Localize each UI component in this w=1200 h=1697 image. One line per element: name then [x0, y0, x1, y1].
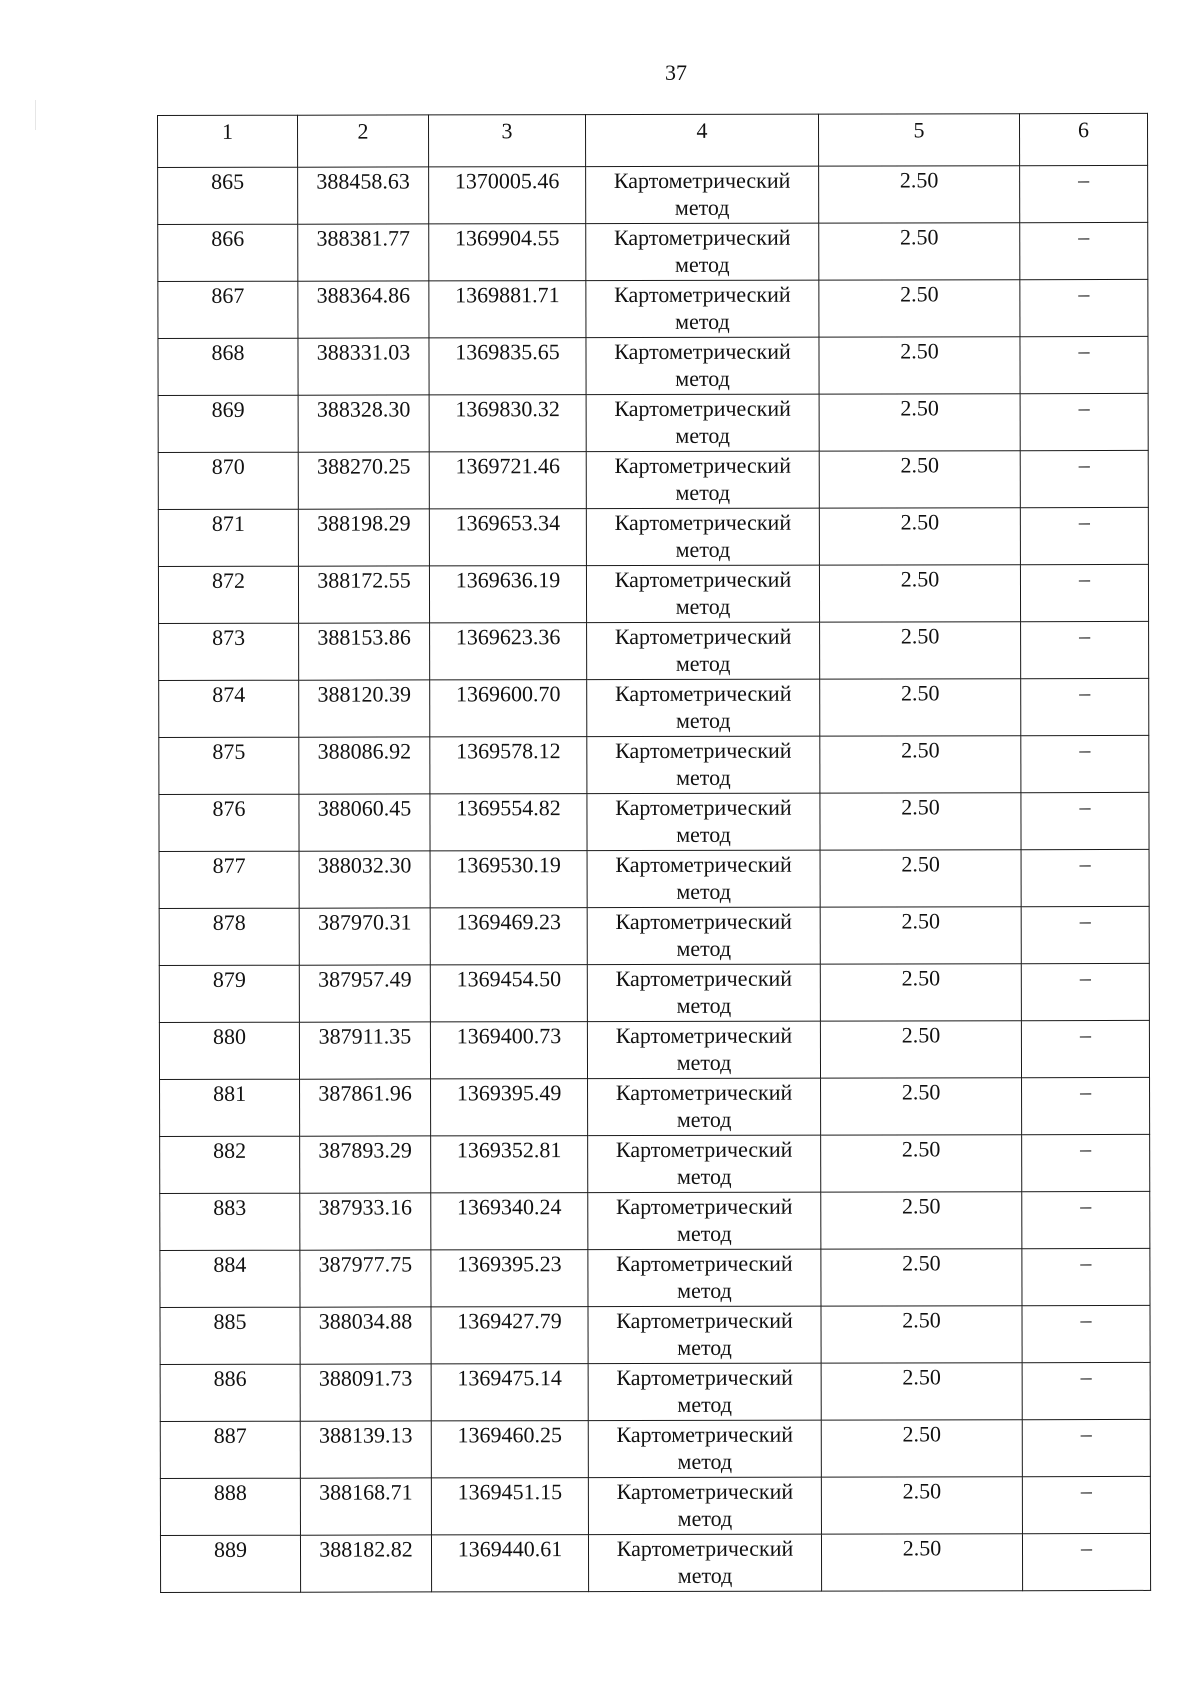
accuracy-cell: 2.50 [820, 850, 1021, 907]
point-number-cell: 867 [158, 281, 298, 338]
column-header: 4 [586, 114, 819, 166]
x-coordinate-cell: 388034.88 [300, 1307, 431, 1364]
note-cell: – [1022, 1305, 1150, 1362]
note-cell: – [1021, 621, 1149, 678]
point-number-cell: 869 [158, 395, 298, 452]
point-number-cell: 865 [158, 167, 298, 224]
table-row [159, 849, 1149, 908]
method-cell: Картометрический метод [588, 1534, 821, 1591]
y-coordinate-cell: 1369475.14 [431, 1364, 588, 1421]
note-cell: – [1020, 507, 1148, 564]
accuracy-cell: 2.50 [819, 394, 1020, 451]
column-header: 5 [818, 114, 1019, 166]
note-cell: – [1022, 1533, 1150, 1590]
note-cell: – [1020, 165, 1148, 222]
y-coordinate-cell: 1369835.65 [429, 338, 586, 395]
column-header: 3 [429, 115, 586, 167]
method-cell: Картометрический метод [587, 736, 820, 793]
accuracy-cell: 2.50 [820, 964, 1021, 1021]
accuracy-cell: 2.50 [819, 337, 1020, 394]
column-header: 1 [158, 115, 298, 167]
y-coordinate-cell: 1369400.73 [430, 1022, 587, 1079]
x-coordinate-cell: 388182.82 [300, 1535, 431, 1592]
accuracy-cell: 2.50 [820, 1021, 1021, 1078]
accuracy-cell: 2.50 [821, 1078, 1022, 1135]
method-cell: Картометрический метод [586, 565, 819, 622]
x-coordinate-cell: 388270.25 [298, 452, 429, 509]
table-row [159, 792, 1149, 851]
x-coordinate-cell: 387957.49 [299, 965, 430, 1022]
table-row [160, 1191, 1150, 1250]
accuracy-cell: 2.50 [820, 907, 1021, 964]
method-cell: Картометрический метод [587, 793, 820, 850]
table-row [158, 507, 1148, 566]
table-row [158, 564, 1148, 623]
method-cell: Картометрический метод [587, 622, 820, 679]
x-coordinate-cell: 388458.63 [298, 167, 429, 224]
table-row [158, 279, 1148, 338]
accuracy-cell: 2.50 [821, 1192, 1022, 1249]
method-cell: Картометрический метод [586, 451, 819, 508]
table-row [159, 963, 1149, 1022]
note-cell: – [1022, 1248, 1150, 1305]
y-coordinate-cell: 1369395.23 [431, 1250, 588, 1307]
y-coordinate-cell: 1369460.25 [431, 1421, 588, 1478]
table-row [159, 735, 1149, 794]
method-cell: Картометрический метод [587, 964, 820, 1021]
page-number: 37 [665, 60, 687, 85]
x-coordinate-cell: 387977.75 [300, 1250, 431, 1307]
y-coordinate-cell: 1369454.50 [430, 965, 587, 1022]
method-cell: Картометрический метод [588, 1306, 821, 1363]
x-coordinate-cell: 388168.71 [300, 1478, 431, 1535]
y-coordinate-cell: 1369904.55 [429, 224, 586, 281]
column-header: 6 [1019, 113, 1147, 165]
method-cell: Картометрический метод [588, 1477, 821, 1534]
y-coordinate-cell: 1369554.82 [430, 794, 587, 851]
x-coordinate-cell: 388032.30 [299, 851, 430, 908]
accuracy-cell: 2.50 [821, 1363, 1022, 1420]
accuracy-cell: 2.50 [819, 280, 1020, 337]
accuracy-cell: 2.50 [819, 508, 1020, 565]
x-coordinate-cell: 387893.29 [300, 1136, 431, 1193]
table-row [160, 1533, 1150, 1592]
note-cell: – [1021, 906, 1149, 963]
y-coordinate-cell: 1370005.46 [429, 167, 586, 224]
table-row [160, 1134, 1150, 1193]
method-cell: Картометрический метод [587, 679, 820, 736]
note-cell: – [1021, 1020, 1149, 1077]
note-cell: – [1022, 1362, 1150, 1419]
y-coordinate-cell: 1369721.46 [429, 452, 586, 509]
accuracy-cell: 2.50 [819, 223, 1020, 280]
x-coordinate-cell: 388381.77 [298, 224, 429, 281]
x-coordinate-cell: 388331.03 [298, 338, 429, 395]
table-row [158, 336, 1148, 395]
y-coordinate-cell: 1369636.19 [429, 566, 586, 623]
x-coordinate-cell: 387933.16 [300, 1193, 431, 1250]
y-coordinate-cell: 1369653.34 [429, 509, 586, 566]
point-number-cell: 868 [158, 338, 298, 395]
note-cell: – [1021, 963, 1149, 1020]
y-coordinate-cell: 1369830.32 [429, 395, 586, 452]
point-number-cell: 880 [159, 1022, 299, 1079]
x-coordinate-cell: 388364.86 [298, 281, 429, 338]
table-row [160, 1305, 1150, 1364]
y-coordinate-cell: 1369340.24 [431, 1193, 588, 1250]
y-coordinate-cell: 1369600.70 [430, 680, 587, 737]
method-cell: Картометрический метод [586, 223, 819, 280]
method-cell: Картометрический метод [588, 1192, 821, 1249]
point-number-cell: 886 [160, 1364, 300, 1421]
x-coordinate-cell: 388328.30 [298, 395, 429, 452]
point-number-cell: 879 [159, 965, 299, 1022]
table-row [158, 165, 1148, 224]
accuracy-cell: 2.50 [821, 1477, 1022, 1534]
table-row [158, 450, 1148, 509]
table-row [158, 393, 1148, 452]
method-cell: Картометрический метод [587, 1021, 820, 1078]
accuracy-cell: 2.50 [821, 1249, 1022, 1306]
x-coordinate-cell: 388153.86 [299, 623, 430, 680]
x-coordinate-cell: 388091.73 [300, 1364, 431, 1421]
table-row [159, 906, 1149, 965]
scan-margin-mark [35, 100, 36, 130]
note-cell: – [1020, 336, 1148, 393]
point-number-cell: 884 [160, 1250, 300, 1307]
point-number-cell: 885 [160, 1307, 300, 1364]
point-number-cell: 889 [160, 1535, 300, 1592]
point-number-cell: 876 [159, 794, 299, 851]
note-cell: – [1022, 1419, 1150, 1476]
x-coordinate-cell: 388060.45 [299, 794, 430, 851]
note-cell: – [1020, 564, 1148, 621]
note-cell: – [1021, 735, 1149, 792]
table-row [160, 1362, 1150, 1421]
table-row [159, 621, 1149, 680]
y-coordinate-cell: 1369578.12 [430, 737, 587, 794]
x-coordinate-cell: 387861.96 [300, 1079, 431, 1136]
accuracy-cell: 2.50 [820, 622, 1021, 679]
point-number-cell: 873 [159, 623, 299, 680]
point-number-cell: 883 [160, 1193, 300, 1250]
column-header: 2 [298, 115, 429, 167]
y-coordinate-cell: 1369530.19 [430, 851, 587, 908]
method-cell: Картометрический метод [586, 166, 819, 223]
y-coordinate-cell: 1369440.61 [431, 1535, 588, 1592]
note-cell: – [1022, 1191, 1150, 1248]
accuracy-cell: 2.50 [820, 736, 1021, 793]
note-cell: – [1020, 393, 1148, 450]
accuracy-cell: 2.50 [820, 793, 1021, 850]
x-coordinate-cell: 388120.39 [299, 680, 430, 737]
accuracy-cell: 2.50 [821, 1306, 1022, 1363]
table-row [158, 222, 1148, 281]
point-number-cell: 882 [160, 1136, 300, 1193]
table-row [160, 1419, 1150, 1478]
method-cell: Картометрический метод [588, 1078, 821, 1135]
y-coordinate-cell: 1369623.36 [430, 623, 587, 680]
method-cell: Картометрический метод [587, 850, 820, 907]
x-coordinate-cell: 388172.55 [298, 566, 429, 623]
method-cell: Картометрический метод [586, 337, 819, 394]
note-cell: – [1020, 222, 1148, 279]
note-cell: – [1020, 279, 1148, 336]
coordinates-table [157, 113, 1151, 1593]
point-number-cell: 875 [159, 737, 299, 794]
accuracy-cell: 2.50 [819, 166, 1020, 223]
accuracy-cell: 2.50 [821, 1420, 1022, 1477]
y-coordinate-cell: 1369352.81 [431, 1136, 588, 1193]
method-cell: Картометрический метод [588, 1363, 821, 1420]
note-cell: – [1020, 450, 1148, 507]
table-row [160, 1248, 1150, 1307]
x-coordinate-cell: 388086.92 [299, 737, 430, 794]
point-number-cell: 887 [160, 1421, 300, 1478]
table-row [159, 678, 1149, 737]
point-number-cell: 881 [160, 1079, 300, 1136]
note-cell: – [1022, 1134, 1150, 1191]
note-cell: – [1022, 1476, 1150, 1533]
table-row [160, 1476, 1150, 1535]
x-coordinate-cell: 388139.13 [300, 1421, 431, 1478]
table-row [159, 1020, 1149, 1079]
point-number-cell: 866 [158, 224, 298, 281]
table-header-row [158, 113, 1148, 167]
point-number-cell: 877 [159, 851, 299, 908]
point-number-cell: 871 [158, 509, 298, 566]
method-cell: Картометрический метод [586, 508, 819, 565]
table-row [160, 1077, 1150, 1136]
point-number-cell: 870 [158, 452, 298, 509]
method-cell: Картометрический метод [586, 280, 819, 337]
note-cell: – [1022, 1077, 1150, 1134]
table-body [158, 165, 1151, 1592]
method-cell: Картометрический метод [587, 907, 820, 964]
y-coordinate-cell: 1369451.15 [431, 1478, 588, 1535]
method-cell: Картометрический метод [588, 1249, 821, 1306]
accuracy-cell: 2.50 [820, 679, 1021, 736]
point-number-cell: 888 [160, 1478, 300, 1535]
y-coordinate-cell: 1369427.79 [431, 1307, 588, 1364]
x-coordinate-cell: 388198.29 [298, 509, 429, 566]
x-coordinate-cell: 387911.35 [299, 1022, 430, 1079]
y-coordinate-cell: 1369469.23 [430, 908, 587, 965]
accuracy-cell: 2.50 [821, 1135, 1022, 1192]
x-coordinate-cell: 387970.31 [299, 908, 430, 965]
point-number-cell: 878 [159, 908, 299, 965]
note-cell: – [1021, 849, 1149, 906]
method-cell: Картометрический метод [588, 1135, 821, 1192]
accuracy-cell: 2.50 [819, 565, 1020, 622]
method-cell: Картометрический метод [588, 1420, 821, 1477]
method-cell: Картометрический метод [586, 394, 819, 451]
accuracy-cell: 2.50 [821, 1534, 1022, 1591]
point-number-cell: 874 [159, 680, 299, 737]
y-coordinate-cell: 1369395.49 [431, 1079, 588, 1136]
y-coordinate-cell: 1369881.71 [429, 281, 586, 338]
point-number-cell: 872 [158, 566, 298, 623]
note-cell: – [1021, 678, 1149, 735]
accuracy-cell: 2.50 [819, 451, 1020, 508]
note-cell: – [1021, 792, 1149, 849]
